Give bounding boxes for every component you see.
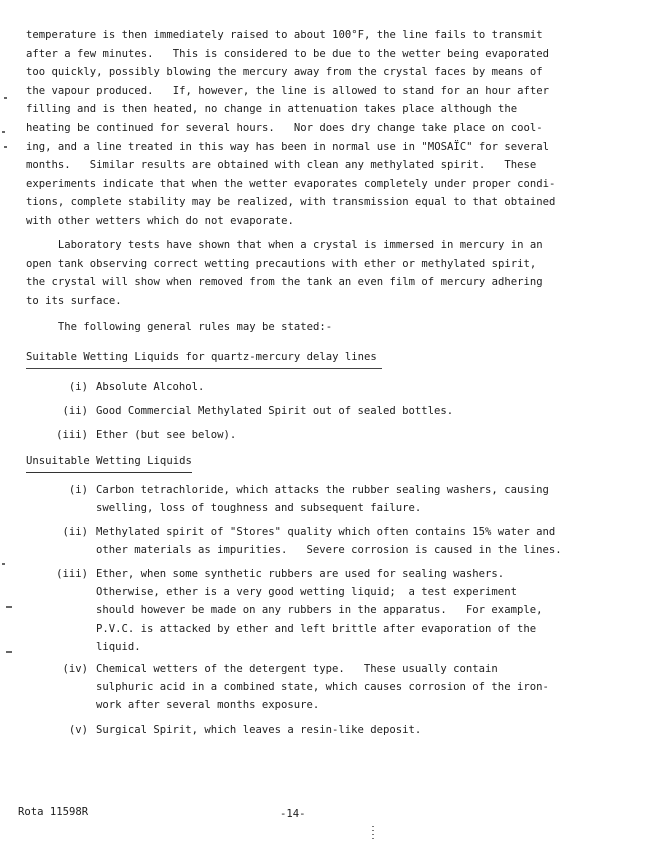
item-text: Otherwise, ether is a very good wetting liquid; a test experiment <box>96 586 517 599</box>
item-text: swelling, loss of toughness and subsequent failure. <box>96 502 422 515</box>
item-number: (v) <box>68 724 88 736</box>
item-text: Carbon tetrachloride, which attacks the rubber sealing washers, causing <box>96 484 549 496</box>
text-line: the crystal will show when removed from the tank an even film of mercury adhering <box>26 276 543 289</box>
scan-mark <box>4 146 7 148</box>
item-text: Absolute Alcohol. <box>96 381 205 393</box>
item-text: work after several months exposure. <box>96 699 320 712</box>
text-line: open tank observing correct wetting precautions with ether or methylated spirit, <box>26 257 537 270</box>
heading-suitable-wetting-liquids <box>26 348 377 368</box>
item-number: (ii) <box>62 405 88 417</box>
heading-text: Suitable Wetting Liquids for quartz-mercury delay lines <box>26 351 377 363</box>
paragraph-laboratory-tests <box>26 236 606 310</box>
text-line: Laboratory tests have shown that when a crystal is immersed in mercury in an <box>26 239 543 251</box>
item-text: Surgical Spirit, which leaves a resin-like deposit. <box>96 724 422 736</box>
item-text: Ether, when some synthetic rubbers are used for sealing washers. <box>96 568 505 580</box>
paragraph-wetter-evaporation <box>26 26 606 231</box>
item-number: (iii) <box>56 429 88 441</box>
text-line: too quickly, possibly blowing the mercury away from the crystal faces by means of <box>26 66 543 79</box>
scan-mark <box>4 97 7 99</box>
item-number: (iv) <box>62 663 88 675</box>
text-line: filling and is then heated, no change in attenuation takes place although the <box>26 103 518 116</box>
document-reference: Rota 11598R <box>18 806 89 818</box>
paragraph-general-rules <box>26 318 606 337</box>
item-text: Ether (but see below). <box>96 429 237 441</box>
item-text: Methylated spirit of "Stores" quality which often contains 15% water and <box>96 526 556 538</box>
text-line: to its surface. <box>26 294 122 307</box>
item-text: other materials as impurities. Severe corrosion is caused in the lines. <box>96 544 562 557</box>
scan-mark <box>6 651 12 653</box>
scan-mark <box>2 131 5 133</box>
item-number: (ii) <box>62 526 88 538</box>
text-line: heating be continued for several hours. Nor does dry change take place on cool- <box>26 121 543 134</box>
item-number: (iii) <box>56 568 88 580</box>
scan-dots <box>372 826 374 842</box>
text-line: ing, and a line treated in this way has been in normal use in "MOSAÏC" for several <box>26 140 549 153</box>
item-text: liquid. <box>96 640 141 653</box>
item-text: Good Commercial Methylated Spirit out of sealed bottles. <box>96 405 454 417</box>
heading-unsuitable-wetting-liquids <box>26 452 192 473</box>
scan-mark <box>2 563 5 565</box>
heading-text: Unsuitable Wetting Liquids <box>26 452 192 473</box>
text-line: temperature is then immediately raised to about 100°F, the line fails to transmit <box>26 29 543 41</box>
text-line: The following general rules may be stated:- <box>26 321 333 333</box>
text-line: months. Similar results are obtained with clean any methylated spirit. These <box>26 159 537 172</box>
item-number: (i) <box>68 381 88 393</box>
text-line: with other wetters which do not evaporate. <box>26 214 294 227</box>
page-number: -14- <box>280 808 306 820</box>
item-number: (i) <box>68 484 88 496</box>
item-text: P.V.C. is attacked by ether and left brittle after evaporation of the <box>96 622 537 635</box>
item-text: Chemical wetters of the detergent type. These usually contain <box>96 663 498 675</box>
scan-mark <box>6 606 12 608</box>
text-line: experiments indicate that when the wetter evaporates completely under proper condi- <box>26 177 556 190</box>
item-text: should however be made on any rubbers in the apparatus. For example, <box>96 604 543 617</box>
text-line: tions, complete stability may be realized, with transmission equal to that obtained <box>26 196 556 209</box>
text-line: the vapour produced. If, however, the line is allowed to stand for an hour after <box>26 84 549 97</box>
text-line: after a few minutes. This is considered to be due to the wetter being evaporated <box>26 47 549 60</box>
heading-underline <box>26 368 382 369</box>
item-text: sulphuric acid in a combined state, which causes corrosion of the iron- <box>96 681 549 694</box>
